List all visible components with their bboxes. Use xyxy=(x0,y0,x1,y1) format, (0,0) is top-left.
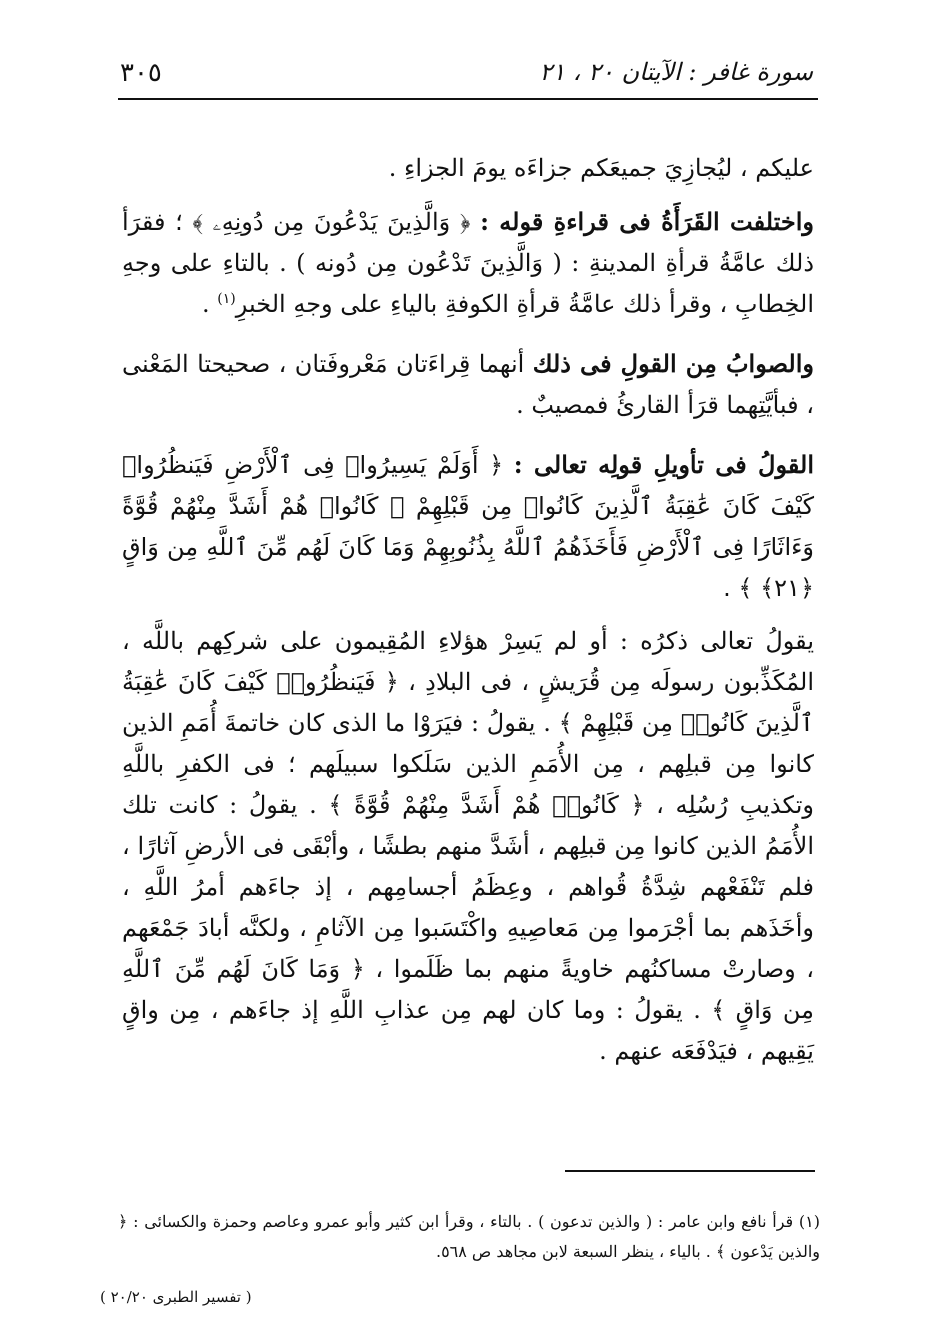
paragraph-lead: واختلفت القَرَأَةُ فى قراءةِ قوله : xyxy=(480,207,814,236)
paragraph-text: عليكم ، ليُجازِيَ جميعَكم جزاءَه يومَ الجزاءِ . xyxy=(388,154,814,182)
main-text xyxy=(122,148,814,1072)
footnotes xyxy=(118,1207,820,1267)
paragraph-text: أنهما قِراءَتان مَعْروفَتان ، صحيحتا المَعْنى ، فبأيَّتِهما قرَأ القارئُ فمصيبٌ . xyxy=(122,350,814,419)
paragraph-tail: . xyxy=(202,290,218,318)
paragraph-text: يقولُ تعالى ذكرُه : أو لم يَسِرْ هؤلاءِ المُقِيمون على شركِهم باللَّه ، المُكَذِّبون رسولَه مِن قُرَيشٍ ، فى البلادِ ، ﴿ فَيَنظُرُوا۟ كَيْفَ كَانَ عَٰقِبَةُ ٱلَّذِينَ كَانُوا۟ مِن قَبْلِهِمْ ﴾ . يقولُ : فيَرَوْا ما الذى كان خاتمةَ أُمَمِ الذين كانوا مِن قبلِهم ، مِن الأُمَمِ الذين سَلَكوا سبيلَهم ؛ فى الكفرِ باللَّهِ وتكذيبِ رُسُلِه ، ﴿ كَانُوا۟ هُمْ أَشَدَّ مِنْهُمْ قُوَّةً ﴾ . يقولُ : كانت تلك الأُمَمُ الذين كانوا مِن قبلِهم ، أشَدَّ منهم بطشًا ، وأبْقَى فى الأرضِ آثارًا ، فلم تَنْفَعْهم شِدَّةُ قُواهم ، وعِظَمُ أجسامِهم ، إذ جاءَهم أمرُ اللَّهِ ، وأخَذَهم بما أجْرَموا مِن مَعاصِيهِ واكْتَسَبوا مِن الآثامِ ، ولكنَّه أبادَ جَمْعَهم ، وصارتْ مساكنُهم خاويةً منهم بما ظَلَموا ، ﴿ وَمَا كَانَ لَهُم مِّنَ ٱللَّهِ مِن وَاقٍ ﴾ . يقولُ : وما كان لهم مِن عذابِ اللَّهِ إذ جاءَهم ، مِن واقٍ يَقِيهم ، فيَدْفَعَه عنهم . xyxy=(122,627,815,1065)
paragraph xyxy=(122,343,814,426)
paragraph xyxy=(122,148,814,189)
footnote: (١) قرأ نافع وابن عامر : ( والذين تدعون ) . بالتاء ، وقرأ ابن كثير وأبو عمرو وعاصم وحمزة والكسائى : ﴿ والذين يَدْعون ﴾ . بالياء ، ينظر السبعة لابن مجاهد ص ٥٦٨. xyxy=(118,1212,820,1261)
page-number: ٣٠٥ xyxy=(120,58,162,88)
footnote-divider xyxy=(565,1170,815,1172)
paragraph xyxy=(122,444,814,609)
footer-signature: ( تفسير الطبرى ٢٠/٢٠ ) xyxy=(100,1288,252,1306)
running-title: سورة غافر : الآيتان ٢٠ ، ٢١ xyxy=(539,58,813,86)
paragraph-text: ﴿ وَالَّذِينَ يَدْعُونَ مِن دُونِهِۦ ﴾ ؛ فقرَأ ذلك عامَّةُ قرأةِ المدينةِ : ( وَالَّذِينَ تَدْعُون مِن دُونه ) . بالتاءِ على وجهِ الخِطابِ ، وقرأ ذلك عامَّةُ قرأةِ الكوفةِ بالياءِ على وجهِ الخبرِ xyxy=(122,208,814,318)
header-divider xyxy=(118,98,818,100)
paragraph-lead: القولُ فى تأويلِ قولِه تعالى : xyxy=(513,450,814,479)
footnote-reference[interactable]: (١) xyxy=(217,291,236,307)
quran-verse: ﴿ أَوَلَمْ يَسِيرُوا۟ فِى ٱلْأَرْضِ فَيَنظُرُوا۟ كَيْفَ كَانَ عَٰقِبَةُ ٱلَّذِينَ كَانُوا۟ مِن قَبْلِهِمْ ۚ كَانُوا۟ هُمْ أَشَدَّ مِنْهُمْ قُوَّةً وَءَاثَارًا فِى ٱلْأَرْضِ فَأَخَذَهُمُ ٱللَّهُ بِذُنُوبِهِمْ وَمَا كَانَ لَهُم مِّنَ ٱللَّهِ مِن وَاقٍ ﴿٢١﴾ ﴾ . xyxy=(122,451,814,602)
paragraph xyxy=(122,201,814,325)
page-header xyxy=(120,58,813,98)
paragraph-lead: والصوابُ مِن القولِ فى ذلك xyxy=(532,349,814,378)
paragraph xyxy=(122,621,814,1072)
